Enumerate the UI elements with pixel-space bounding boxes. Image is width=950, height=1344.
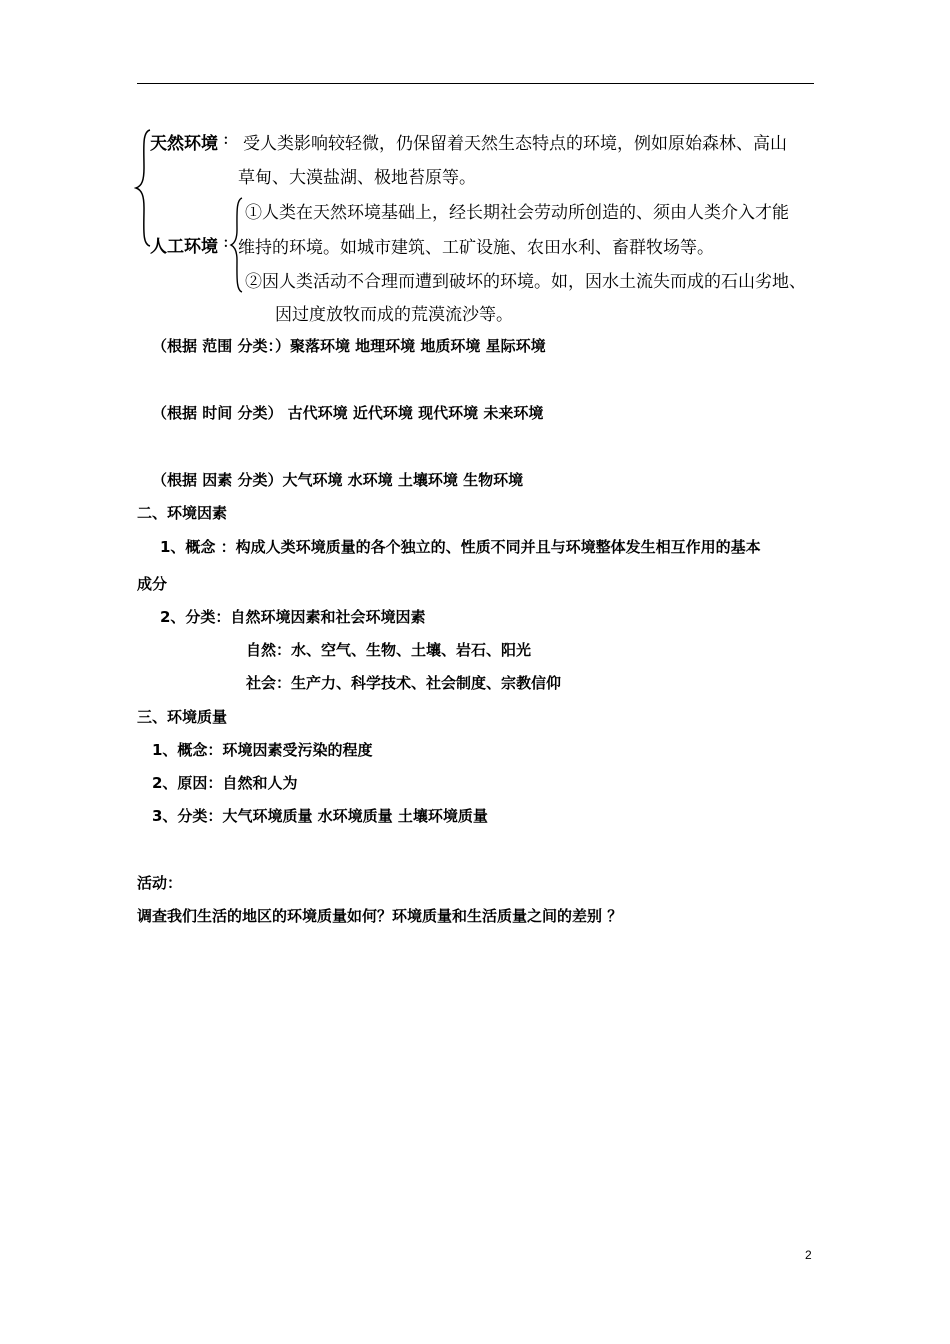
section-3-reason: 2、原因：自然和人为	[152, 774, 298, 792]
natural-env-label: 天然环境	[150, 134, 218, 154]
artificial-env-p1-1: ①人类在天然环境基础上，经长期社会劳动所创造的、须由人类介入才能	[245, 203, 789, 223]
activity-title: 活动：	[137, 874, 183, 892]
section-3-title: 三、环境质量	[137, 708, 228, 726]
section-2-social: 社会：生产力、科学技术、社会制度、宗教信仰	[246, 674, 562, 692]
natural-env-desc-1: 受人类影响较轻微，仍保留着天然生态特点的环境，例如原始森林、高山	[243, 134, 787, 154]
classify-by-scope: （根据 范围 分类：）聚落环境 地理环境 地质环境 星际环境	[152, 337, 546, 355]
artificial-env-p1-2: 维持的环境。如城市建筑、工矿设施、农田水利、畜群牧场等。	[238, 238, 714, 258]
section-2-title: 二、环境因素	[137, 504, 228, 522]
artificial-env-label: 人工环境	[150, 237, 218, 257]
section-3-classification: 3、分类：大气环境质量 水环境质量 土壤环境质量	[152, 807, 488, 825]
artificial-env-p2-1: ②因人类活动不合理而遭到破坏的环境。如，因水土流失而成的石山劣地、	[245, 272, 806, 292]
section-2-concept-line-2: 成分	[137, 575, 168, 593]
activity-question: 调查我们生活的地区的环境质量如何？环境质量和生活质量之间的差别 ？	[137, 907, 623, 925]
classify-by-factor: （根据 因素 分类）大气环境 水环境 土壤环境 生物环境	[152, 471, 524, 489]
section-2-concept-line-1: 1、概念 ：构成人类环境质量的各个独立的、性质不同并且与环境整体发生相互作用的基本	[160, 538, 761, 556]
artificial-env-p2-2: 因过度放牧而成的荒漠流沙等。	[275, 305, 513, 325]
section-2-natural: 自然：水、空气、生物、土壤、岩石、阳光	[246, 641, 532, 659]
section-3-concept: 1、概念：环境因素受污染的程度	[152, 741, 373, 759]
page-number: 2	[805, 1248, 812, 1262]
header-rule	[137, 83, 814, 84]
classify-by-time: （根据 时间 分类） 古代环境 近代环境 现代环境 未来环境	[152, 404, 544, 422]
natural-env-desc-2: 草甸、大漠盐湖、极地苔原等。	[238, 168, 476, 188]
artificial-env-colon: :	[223, 232, 229, 252]
section-2-classification: 2、分类：自然环境因素和社会环境因素	[160, 608, 426, 626]
natural-env-colon: :	[223, 129, 229, 149]
